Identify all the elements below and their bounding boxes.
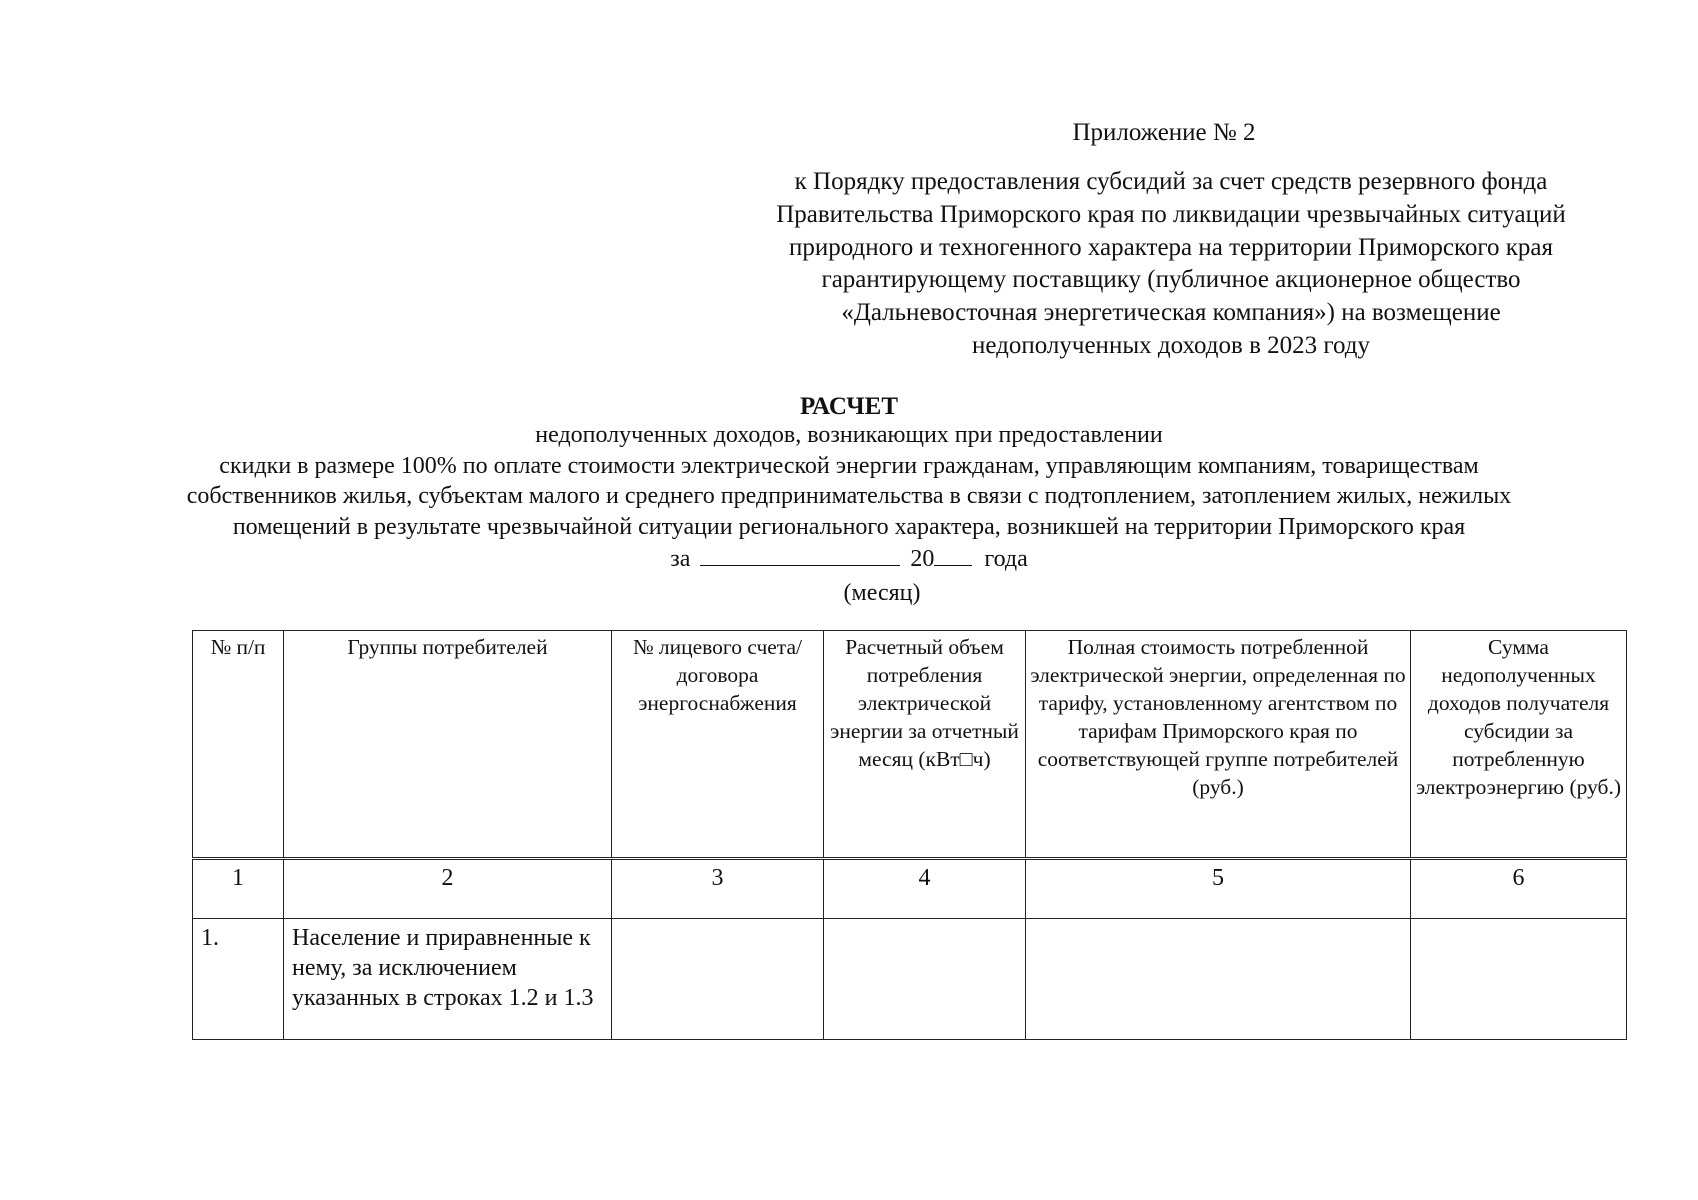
lost-income-cell	[1411, 919, 1627, 1040]
column-number: 6	[1411, 859, 1627, 919]
column-number: 2	[284, 859, 612, 919]
column-header: Полная стоимость потребленной электрической энергии, определенная по тарифу, установленному агентством по тарифам Приморского края по соответствующей группе потребителей (руб.)	[1026, 631, 1411, 859]
column-header: Группы потребителей	[284, 631, 612, 859]
row-number-cell: 1.	[193, 919, 284, 1040]
table-row	[193, 919, 1627, 1040]
column-number: 4	[824, 859, 1026, 919]
description-line: собственников жилья, субъектам малого и среднего предпринимательства в связи с подтоплением, затоплением жилых, нежилых	[186, 483, 1512, 509]
period-prefix: за	[670, 546, 691, 572]
period-suffix: года	[984, 546, 1028, 572]
description-line: помещений в результате чрезвычайной ситуации регионального характера, возникшей на территории Приморского края	[232, 513, 1466, 540]
calculation-table	[192, 630, 1627, 1040]
description-line: скидки в размере 100% по оплате стоимости электрической энергии гражданам, управляющим компаниям, товариществам	[219, 452, 1479, 479]
column-number: 5	[1026, 859, 1411, 919]
account-cell	[612, 919, 824, 1040]
annex-line: Правительства Приморского края по ликвидации чрезвычайных ситуаций	[776, 200, 1566, 228]
description-line: недополученных доходов, возникающих при предоставлении	[535, 422, 1163, 448]
annex-line: природного и техногенного характера на территории Приморского края	[788, 233, 1553, 261]
column-number-row	[193, 859, 1627, 919]
document-heading: РАСЧЕТ	[799, 393, 898, 420]
month-blank-field	[700, 545, 900, 566]
annex-line: к Порядку предоставления субсидий за счет средств резервного фонда	[794, 168, 1548, 195]
full-cost-cell	[1026, 919, 1411, 1040]
annex-title: Приложение № 2	[1072, 119, 1256, 146]
period-year-prefix: 20	[910, 546, 935, 572]
annex-line: гарантирующему поставщику (публичное акционерное общество	[821, 266, 1521, 294]
column-number: 1	[193, 859, 284, 919]
column-header: Сумма недополученных доходов получателя субсидии за потребленную электроэнергию (руб.)	[1411, 631, 1627, 859]
column-header: № п/п	[193, 631, 284, 859]
document-description	[90, 420, 1608, 542]
volume-cell	[824, 919, 1026, 1040]
consumer-group-cell: Население и приравненные к нему, за исключением указанных в строках 1.2 и 1.3	[284, 919, 612, 1040]
annex-line: недополученных доходов в 2023 году	[972, 331, 1370, 359]
table-header-row	[193, 631, 1627, 859]
column-number: 3	[612, 859, 824, 919]
annex-line: «Дальневосточная энергетическая компания») на возмещение	[841, 299, 1501, 327]
annex-reference	[690, 166, 1652, 363]
column-header: № лицевого счета/договора энергоснабжения	[612, 631, 824, 859]
year-blank-field	[934, 545, 972, 566]
column-header: Расчетный объем потребления электрической энергии за отчетный месяц (кВт□ч)	[824, 631, 1026, 859]
reporting-period-line	[0, 544, 1698, 574]
month-caption: (месяц)	[843, 580, 921, 606]
